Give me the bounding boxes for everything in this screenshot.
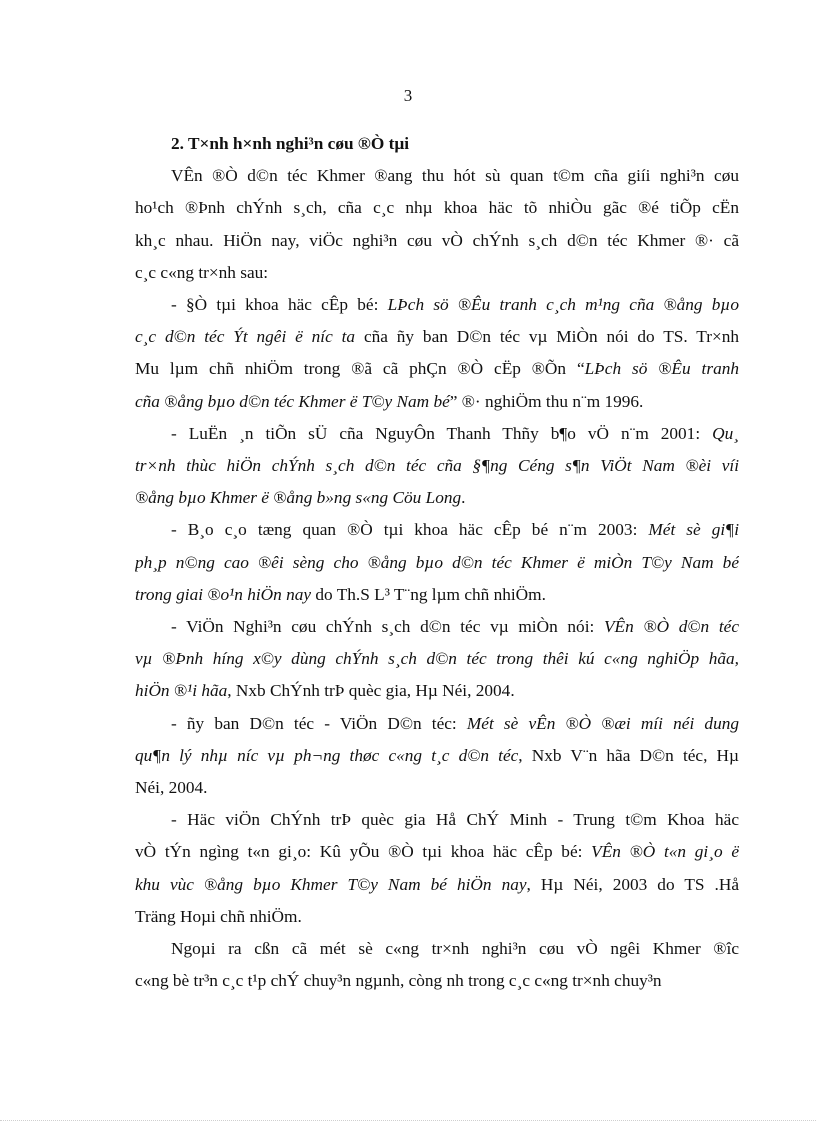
text-run: Träng Hoµi chñ nhiÖm. — [135, 906, 302, 926]
paragraph — [135, 289, 739, 418]
text-run: - LuËn ¸n tiÕn sÜ cña NguyÔn Thanh Thñy b¶o vÖ n¨m 2001: — [171, 423, 713, 443]
text-run: - Häc viÖn ChÝnh trÞ quèc gia Hå ChÝ Minh - Trung t©m Khoa häc — [171, 810, 739, 830]
text-run: ho¹ch ®Þnh chÝnh s¸ch, cña c¸c nhµ khoa häc tõ nhiÒu gãc ®é tiÕp cËn — [135, 198, 739, 218]
italic-title-run: LÞch sö ®Êu tranh c¸ch m¹ng cña ®ång bµo — [387, 295, 739, 315]
italic-title-run: c¸c d©n téc Ýt ngêi ë níc ta — [135, 327, 356, 347]
italic-title-run: ®ång bµo Khmer ë ®ång b»ng s«ng Cöu Long — [135, 488, 462, 508]
text-line — [135, 450, 739, 482]
text-run: VÊn ®Ò d©n téc Khmer ®ang thu hót sù quan t©m cña giíi nghi³n cøu — [171, 166, 739, 186]
text-line — [135, 192, 739, 224]
text-line — [135, 901, 739, 933]
text-run: , Nxb V¨n hãa D©n téc, Hµ — [518, 745, 739, 765]
text-line — [135, 386, 739, 418]
text-run: cña ñy ban D©n téc vµ MiÒn nói do TS. Tr×nh — [355, 327, 739, 347]
text-run: . — [461, 488, 466, 508]
text-line — [135, 482, 739, 514]
text-run: - ViÖn Nghi³n cøu chÝnh s¸ch d©n téc vµ miÒn nói: — [171, 617, 604, 637]
text-line — [135, 547, 739, 579]
italic-title-run: ph¸p n©ng cao ®êi sèng cho ®ång bµo d©n téc Khmer ë miÒn T©y Nam bé — [135, 552, 739, 572]
text-run: c«ng bè tr³n c¸c t¹p chÝ chuy³n ngµnh, còng nh trong c¸c c«ng tr×nh chuy³n — [135, 971, 662, 991]
italic-title-run: cña ®ång bµo d©n téc Khmer ë T©y Nam bé — [135, 391, 450, 411]
text-run: vÒ tÝn ngìng t«n gi¸o: Kû yÕu ®Ò tµi khoa häc cÊp bé: — [135, 842, 592, 862]
paragraph — [135, 933, 739, 997]
text-line — [135, 965, 739, 997]
paragraph — [135, 804, 739, 933]
italic-title-run: qu¶n lý nhµ níc vµ ph¬ng thøc c«ng t¸c d©n téc — [135, 745, 519, 765]
italic-title-run: VÊn ®Ò d©n téc — [604, 617, 739, 637]
page-bottom-divider — [0, 1120, 816, 1121]
text-run: Ngoµi ra cßn cã mét sè c«ng tr×nh nghi³n cøu vÒ ngêi Khmer ®îc — [171, 939, 739, 959]
paragraph — [135, 611, 739, 708]
text-line — [135, 643, 739, 675]
text-line — [135, 675, 739, 707]
text-line — [135, 160, 739, 192]
text-line — [135, 257, 739, 289]
text-line — [135, 418, 739, 450]
text-run: do Th.S L³ T¨ng lµm chñ nhiÖm. — [311, 584, 546, 604]
text-run: Mu lµm chñ nhiÖm trong ®ã cã phÇn ®Ò cËp ®Õn “ — [135, 359, 585, 379]
text-run: , Nxb ChÝnh trÞ quèc gia, Hµ Néi, 2004. — [227, 681, 515, 701]
text-line — [135, 321, 739, 353]
text-line — [135, 353, 739, 385]
text-run: c¸c c«ng tr×nh sau: — [135, 262, 269, 282]
italic-title-run: Mét sè vÊn ®Ò ®æi míi néi dung — [466, 713, 739, 733]
document-body — [135, 128, 739, 997]
text-line — [135, 611, 739, 643]
text-line — [135, 514, 739, 546]
paragraph — [135, 514, 739, 611]
text-line — [135, 836, 739, 868]
italic-title-run: VÊn ®Ò t«n gi¸o ë — [591, 842, 739, 862]
text-run: - §Ò tµi khoa häc cÊp bé: — [171, 295, 388, 315]
text-line — [135, 804, 739, 836]
italic-title-run: tr×nh thùc hiÖn chÝnh s¸ch d©n téc cña §¶ng Céng s¶n ViÖt Nam ®èi víi — [135, 456, 739, 476]
text-run: , Hµ Néi, 2003 do TS .Hå — [526, 874, 739, 894]
text-line — [135, 772, 739, 804]
italic-title-run: khu vùc ®ång bµo Khmer T©y Nam bé hiÖn nay — [135, 874, 527, 894]
page-number: 3 — [403, 86, 413, 105]
text-line — [135, 289, 739, 321]
text-run: - B¸o c¸o tæng quan ®Ò tµi khoa häc cÊp bé n¨m 2003: — [171, 520, 649, 540]
text-line — [135, 869, 739, 901]
text-line — [135, 933, 739, 965]
italic-title-run: vµ ®Þnh híng x©y dùng chÝnh s¸ch d©n téc trong thêi kú c«ng nghiÖp hãa, — [135, 649, 739, 669]
italic-title-run: hiÖn ®¹i hãa — [135, 681, 228, 701]
paragraph — [135, 418, 739, 515]
italic-title-run: LÞch sö ®Êu tranh — [584, 359, 739, 379]
text-run: - ñy ban D©n téc - ViÖn D©n téc: — [171, 713, 467, 733]
text-line — [135, 579, 739, 611]
italic-title-run: Mét sè gi¶i — [648, 520, 739, 540]
text-line — [135, 225, 739, 257]
text-line — [135, 740, 739, 772]
italic-title-run: trong giai ®o¹n hiÖn nay — [135, 584, 312, 604]
text-run: ” ®· nghiÖm thu n¨m 1996. — [449, 391, 644, 411]
section-heading: 2. T×nh h×nh nghi³n cøu ®Ò tµi — [171, 134, 410, 153]
text-line — [135, 708, 739, 740]
text-run: kh¸c nhau. HiÖn nay, viÖc nghi³n cøu vÒ chÝnh s¸ch d©n téc Khmer ®· cã — [135, 230, 739, 250]
text-run: Néi, 2004. — [135, 778, 208, 798]
italic-title-run: Qu¸ — [712, 423, 739, 443]
paragraph — [135, 708, 739, 805]
paragraph-list — [135, 160, 739, 997]
paragraph — [135, 160, 739, 289]
